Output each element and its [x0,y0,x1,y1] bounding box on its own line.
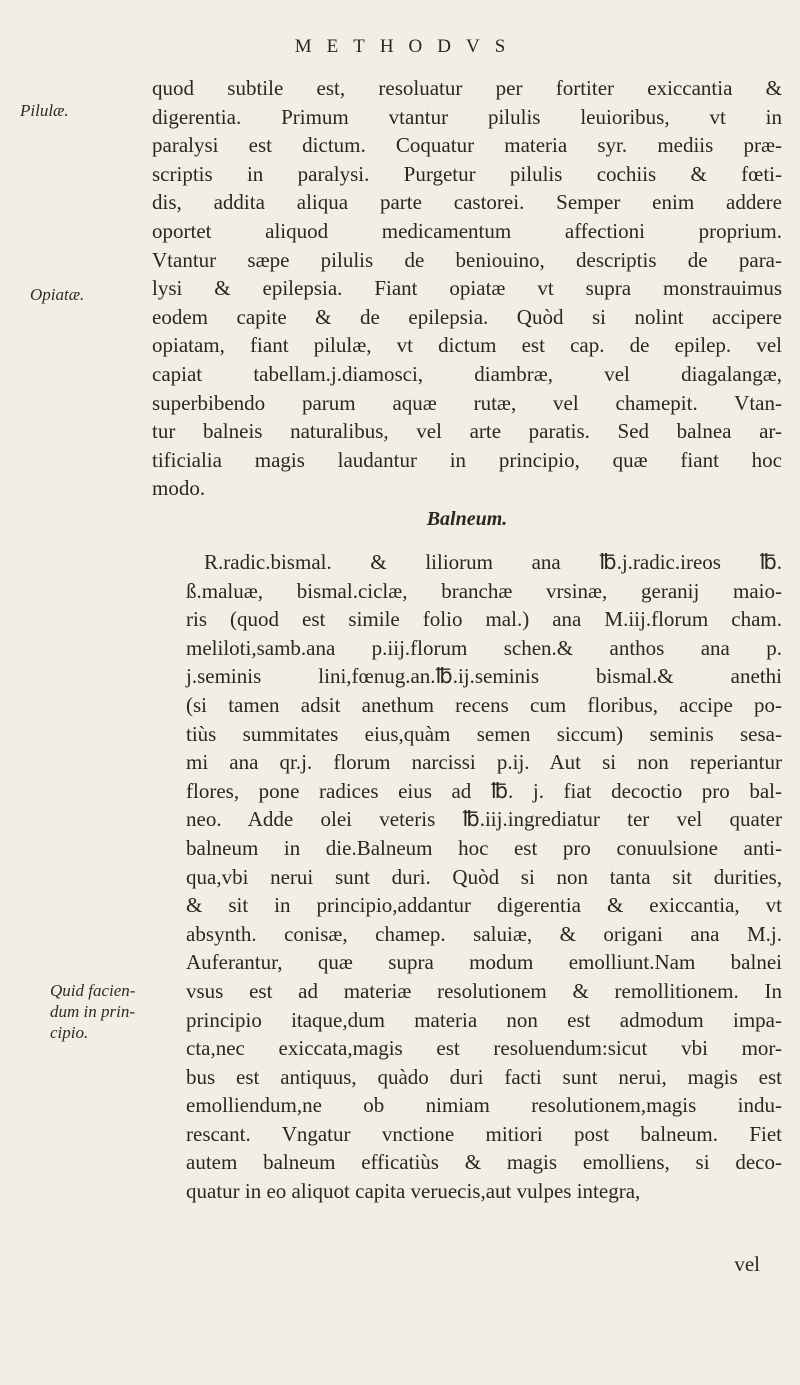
recipe-line: ß.maluæ, bismal.ciclæ, branchæ vrsinæ, geranij maio- [186,578,782,603]
recipe-line: (si tamen adsit anethum recens cum floribus, accipe po- [186,692,782,717]
paragraph-1-line: tificialia magis laudantur in principio, quæ fiant hoc [152,447,782,472]
recipe-line: qua,vbi nerui sunt duri. Quòd si non tanta sit durities, [186,864,782,889]
recipe-line: emolliendum,ne ob nimiam resolutionem,magis indu- [186,1093,782,1118]
recipe-line: R.radic.bismal. & liliorum ana ℔.j.radic.ireos ℔. [204,550,782,574]
paragraph-1-line: tur balneis naturalibus, vel arte paratis. Sed balnea ar- [152,419,782,444]
paragraph-1-line: dis, addita aliqua parte castorei. Semper enim addere [152,190,782,215]
recipe-line: balneum in die.Balneum hoc est pro conuulsione anti- [186,835,782,860]
paragraph-1-line: modo. [152,476,206,501]
paragraph-1-line: Vtantur sæpe pilulis de beniouino, descriptis de para- [152,247,782,272]
recipe-line: & sit in principio,addantur digerentia & exiccantia, vt [186,893,782,918]
recipe-line: neo. Adde olei veteris ℔.iij.ingrediatur ter vel quater [186,807,782,832]
paragraph-1-line: superbibendo parum aquæ rutæ, vel chamepit. Vtan- [152,390,782,415]
recipe-paragraph [186,548,782,1206]
recipe-line: flores, pone radices eius ad ℔. j. fiat decoctio pro bal- [186,778,782,803]
recipe-line: ris (quod est simile folio mal.) ana M.iij.florum cham. [186,607,782,632]
paragraph-1-line: opiatam, fiant pilulæ, vt dictum est cap. de epilep. vel [152,333,782,358]
recipe-line: Auferantur, quæ supra modum emolliunt.Nam balnei [186,950,782,975]
paragraph-1-line: paralysi est dictum. Coquatur materia syr. mediis præ- [152,133,782,158]
recipe-line: principio itaque,dum materia non est admodum impa- [186,1007,782,1032]
section-heading: Balneum. [426,508,508,530]
recipe-line: meliloti,samb.ana p.iij.florum schen.& anthos ana p. [186,635,782,660]
paragraph-1-line: oportet aliquod medicamentum affectioni proprium. [152,218,782,243]
paragraph-1-line: digerentia. Primum vtantur pilulis leuioribus, vt in [152,104,782,129]
margin-note-quid-faciendum [50,980,160,1043]
recipe-line: bus est antiquus, quàdo duri facti sunt nerui, magis est [186,1064,782,1089]
paragraph-1-line: scriptis in paralysi. Purgetur pilulis cochiis & fœti- [152,161,782,186]
recipe-line: vsus est ad materiæ resolutionem & remollitionem. In [186,978,782,1003]
paragraph-1-line: lysi & epilepsia. Fiant opiatæ vt supra monstrauimus [152,276,782,301]
paragraph-1-line: quod subtile est, resoluatur per fortiter exiccantia & [152,76,782,100]
recipe-line: rescant. Vngatur vnctione mitiori post balneum. Fiet [186,1121,782,1146]
recipe-line: autem balneum efficatiùs & magis emolliens, si deco- [186,1150,782,1175]
recipe-line: tiùs summitates eius,quàm semen siccum) seminis sesa- [186,721,782,746]
recipe-line: cta,nec exiccata,magis est resoluendum:sicut vbi mor- [186,1036,782,1061]
catchword: vel [734,1252,760,1276]
recipe-line: j.seminis lini,fœnug.an.℔.ij.seminis bismal.& anethi [186,664,782,689]
margin-note-pilulae: Pilulæ. [20,101,69,120]
running-header: METHODVS [294,36,521,57]
margin-note-quid-faciendum-text: Quid facien- dum in prin- cipio. [50,981,136,1042]
paragraph-1 [152,74,782,503]
paragraph-1-line: eodem capite & de epilepsia. Quòd si nolint accipere [152,304,782,329]
recipe-line: quatur in eo aliquot capita veruecis,aut vulpes integra, [186,1179,641,1204]
recipe-line: mi ana qr.j. florum narcissi p.ij. Aut si non reperiantur [186,750,782,775]
margin-note-opiatae: Opiatæ. [30,285,85,304]
recipe-line: absynth. conisæ, chamep. saluiæ, & origani ana M.j. [186,921,782,946]
paragraph-1-line: capiat tabellam.j.diamosci, diambræ, vel diagalangæ, [152,361,782,386]
